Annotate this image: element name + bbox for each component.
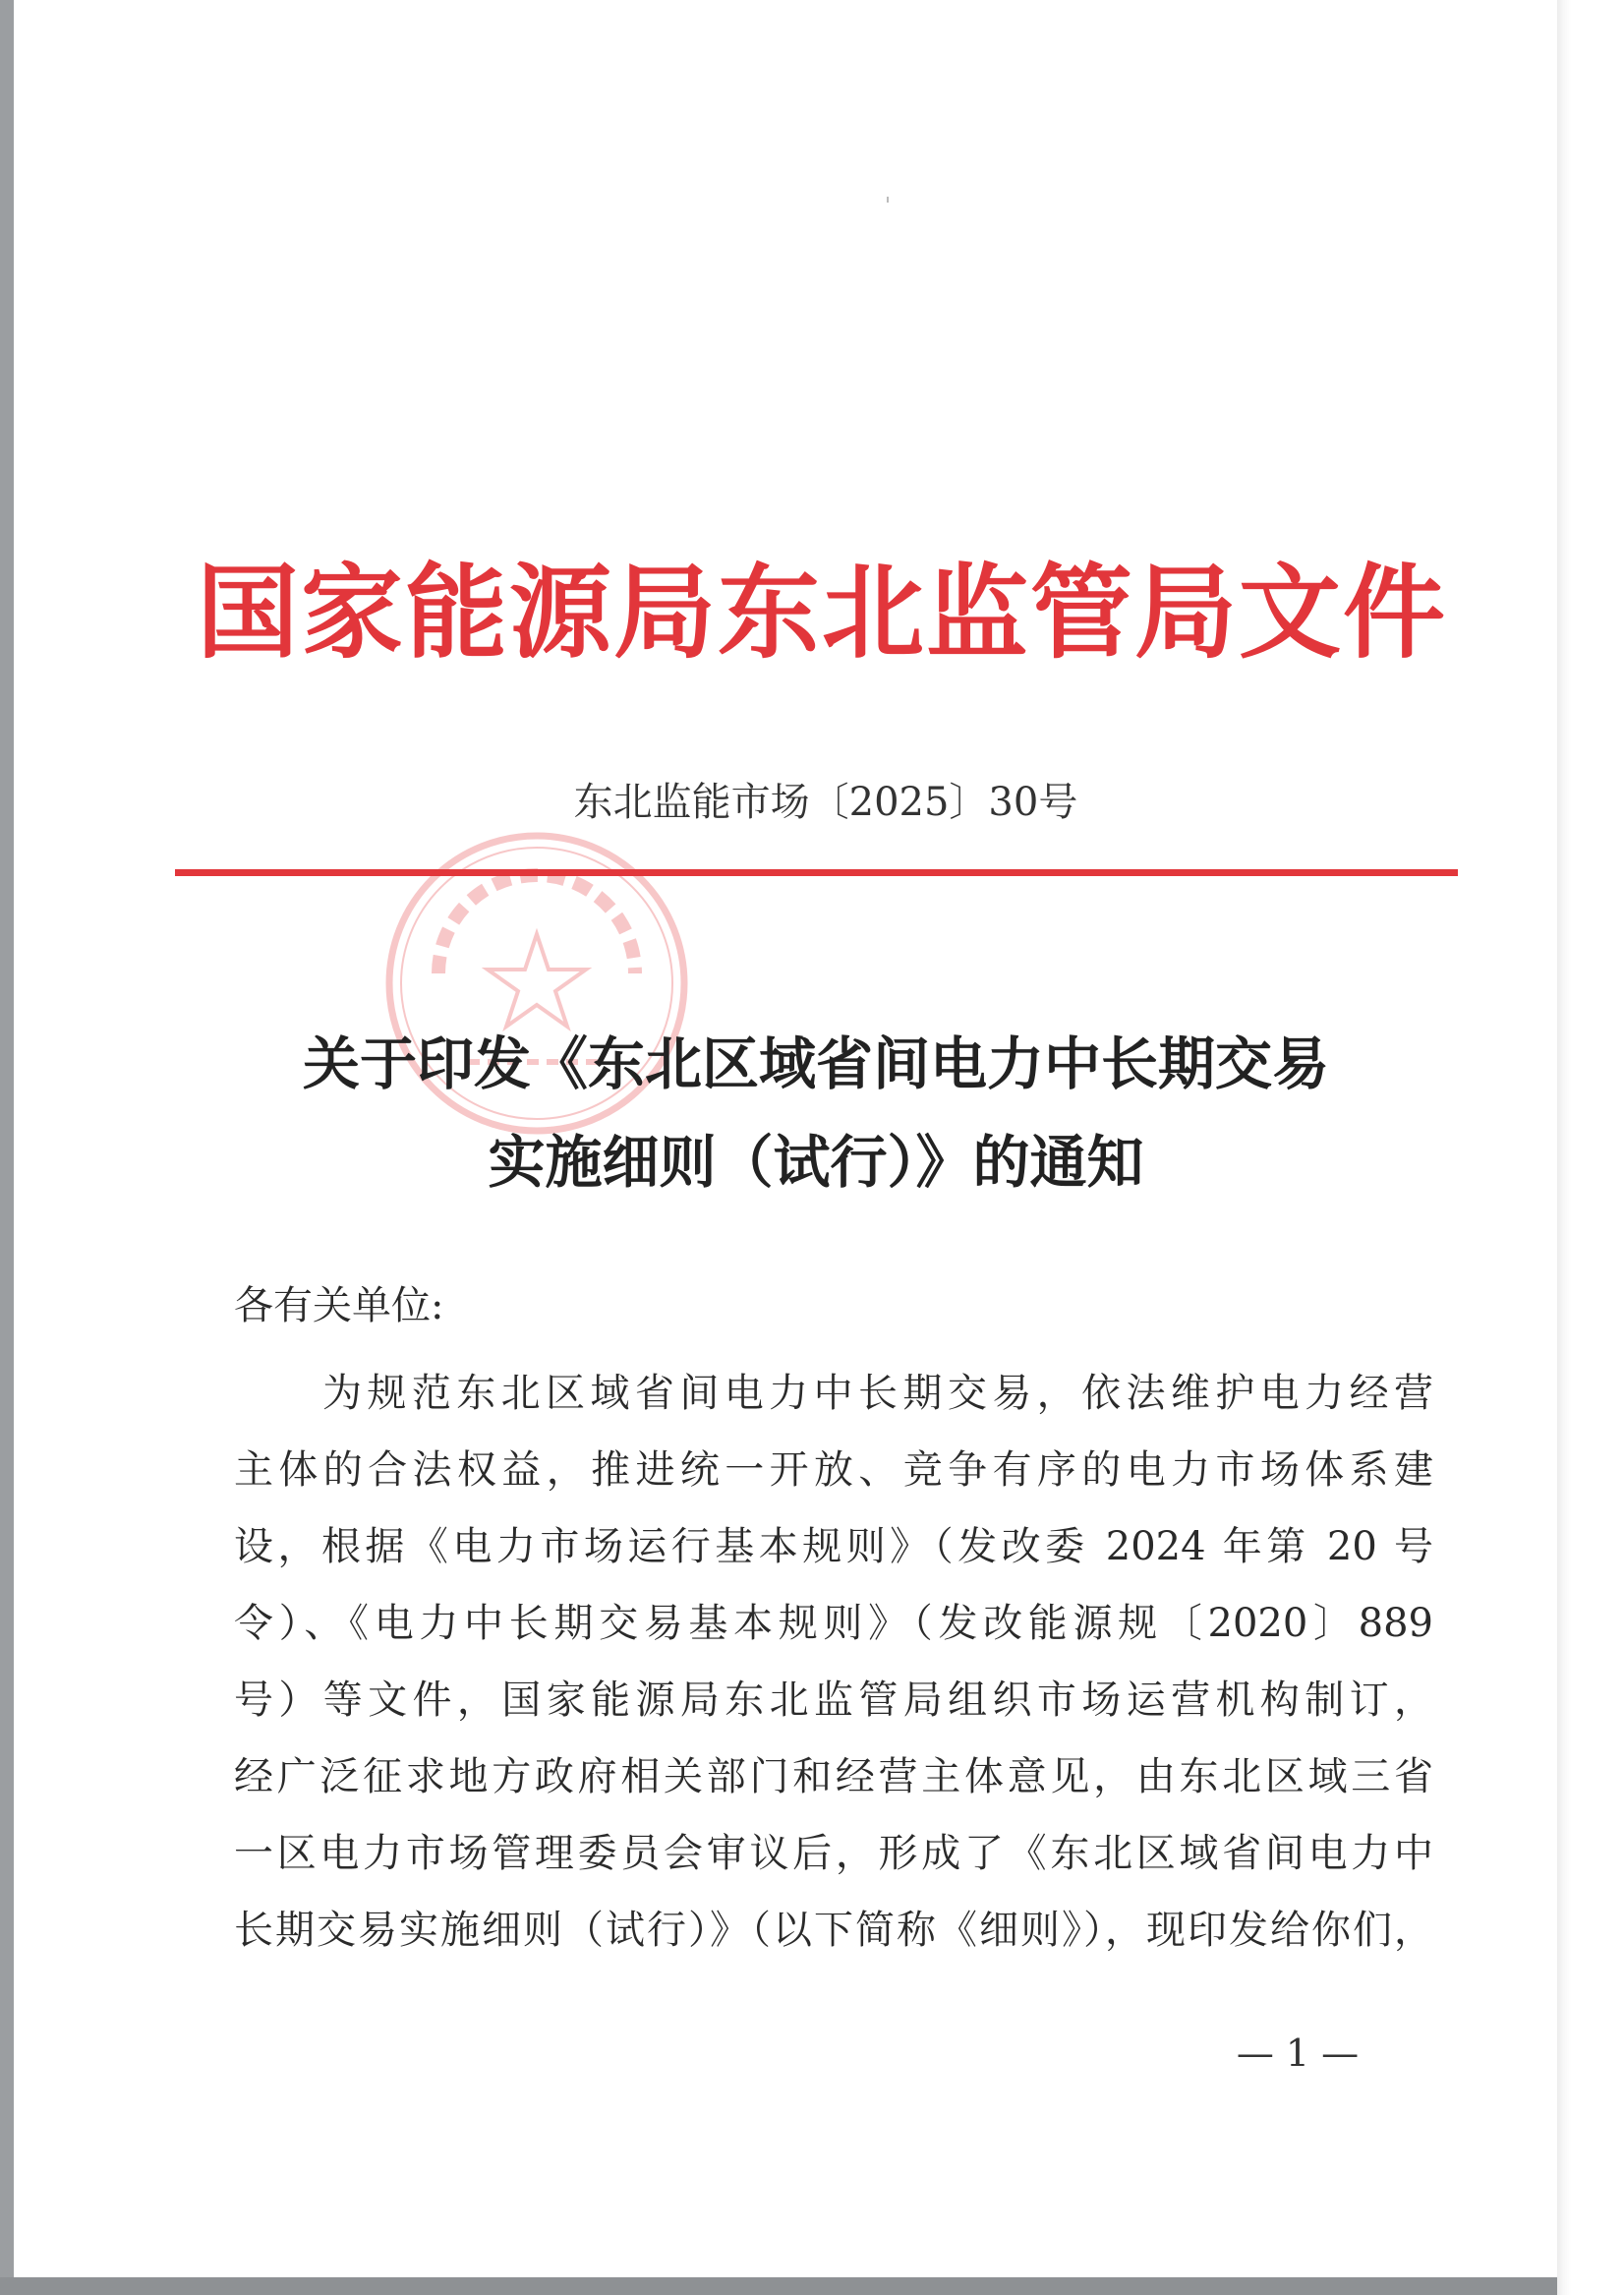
page-edge-bottom — [0, 2277, 1557, 2295]
notice-title-line-2: 实施细则（试行）》的通知 — [488, 1129, 1144, 1196]
notice-title-line-1: 关于印发《东北区域省间电力中长期交易 — [302, 1030, 1329, 1097]
body-line: 主体的合法权益，推进统一开放、竞争有序的电力市场体系建 — [234, 1447, 1433, 1493]
body-line: 一区电力市场管理委员会审议后，形成了《东北区域省间电力中 — [234, 1831, 1433, 1876]
issuing-authority-title: 国家能源局东北监管局文件 — [197, 552, 1448, 673]
body-line: 令）、《电力中长期交易基本规则》（发改能源规〔2020〕889 — [234, 1601, 1433, 1646]
notice-title — [246, 1015, 1386, 1211]
body-line: 经广泛征求地方政府相关部门和经营主体意见，由东北区域三省 — [234, 1754, 1433, 1799]
page-edge-right — [1557, 0, 1624, 2295]
red-separator-line — [175, 869, 1458, 876]
page-number: — 1 — — [1236, 2031, 1360, 2075]
body-line: 长期交易实施细则（试行）》（以下简称《细则》），现印发给你们， — [234, 1908, 1433, 1953]
scan-mark — [887, 197, 889, 203]
document-number: 东北监能市场〔2025〕30号 — [573, 780, 1078, 825]
body-line: 为规范东北区域省间电力中长期交易，依法维护电力经营 — [322, 1371, 1433, 1416]
notice-body — [234, 1355, 1433, 1969]
body-line: 设，根据《电力市场运行基本规则》（发改委 2024 年第 20 号 — [234, 1524, 1433, 1569]
salutation: 各有关单位: — [234, 1283, 444, 1328]
body-line: 号）等文件，国家能源局东北监管局组织市场运营机构制订， — [234, 1677, 1433, 1723]
